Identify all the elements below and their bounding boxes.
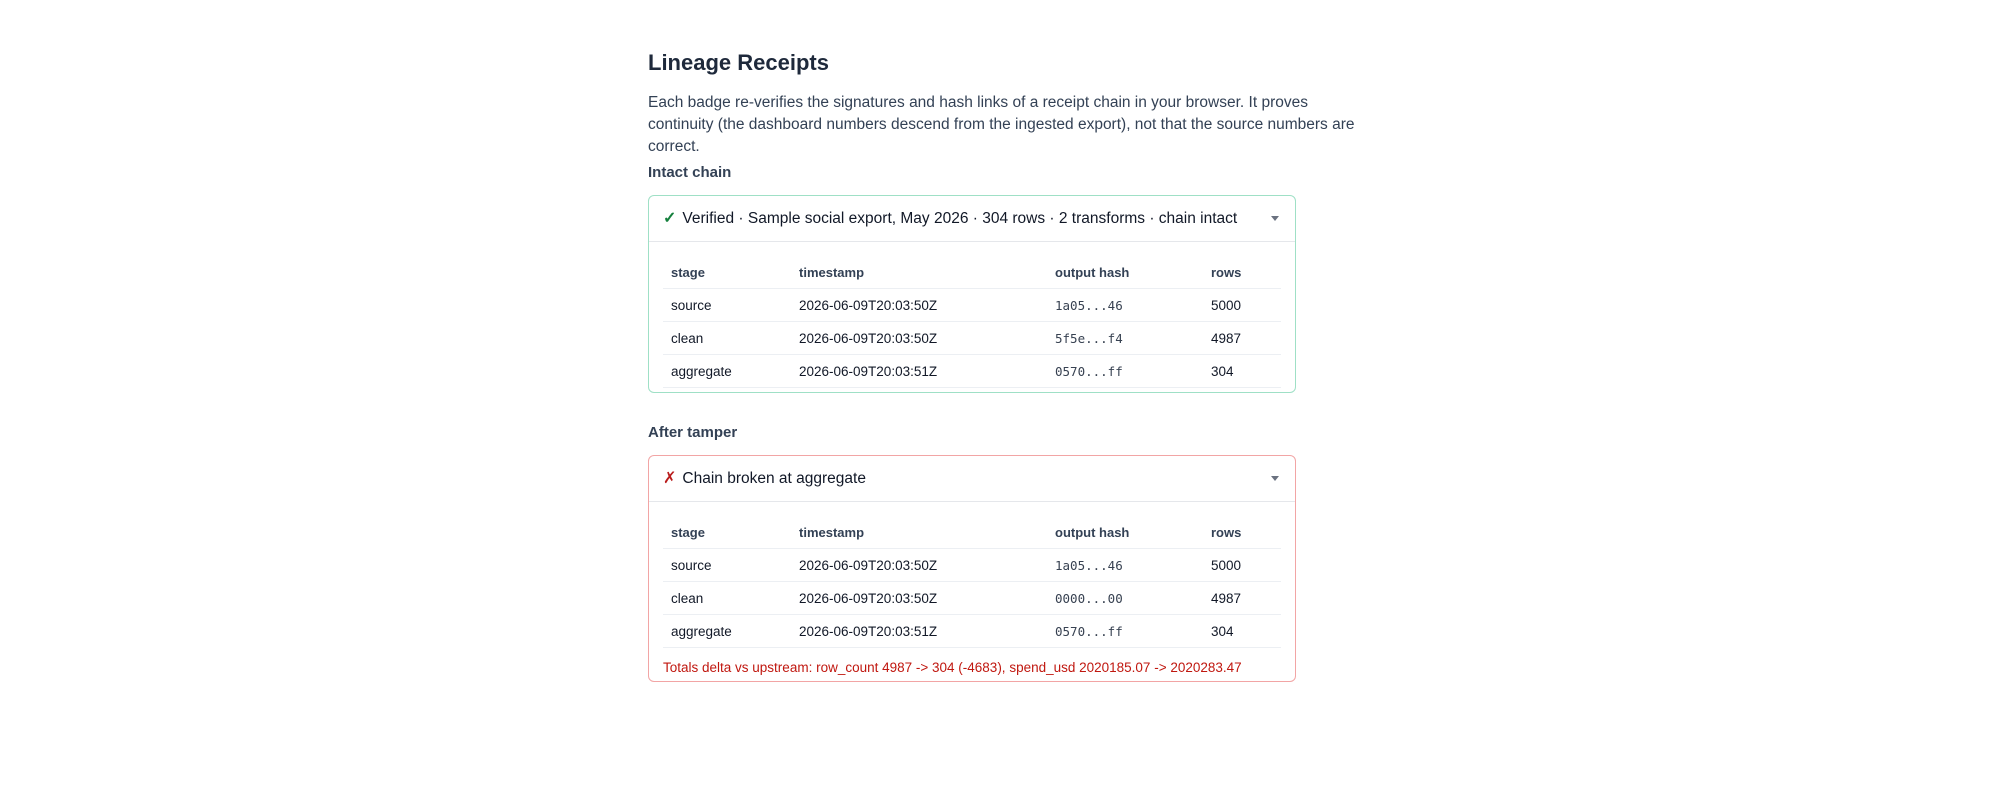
rows-cell: 304: [1203, 615, 1281, 648]
timestamp-cell: 2026-06-09T20:03:50Z: [791, 582, 1047, 615]
timestamp-cell: 2026-06-09T20:03:51Z: [791, 355, 1047, 388]
page-title: Lineage Receipts: [648, 50, 829, 75]
tamper-receipt-summary[interactable]: [649, 456, 1295, 502]
table-row: [663, 549, 1281, 582]
hash-cell: 1a05...46: [1047, 289, 1203, 322]
column-header-output-hash: output hash: [1047, 256, 1203, 289]
stage-cell: aggregate: [663, 355, 791, 388]
table-row: [663, 582, 1281, 615]
hash-cell: 5f5e...f4: [1047, 322, 1203, 355]
totals-delta-message: Totals delta vs upstream: row_count 4987 -> 304 (-4683), spend_usd 2020185.07 -> 2020283.47: [663, 660, 1242, 675]
hash-cell: 0570...ff: [1047, 355, 1203, 388]
timestamp-cell: 2026-06-09T20:03:50Z: [791, 289, 1047, 322]
stage-cell: source: [663, 549, 791, 582]
after-tamper-heading: After tamper: [648, 424, 738, 441]
tamper-receipt-card: [648, 455, 1296, 682]
hash-cell: 1a05...46: [1047, 549, 1203, 582]
column-header-rows: rows: [1203, 516, 1281, 549]
table-header-row: [663, 516, 1281, 549]
page-intro: Each badge re-verifies the signatures and hash links of a receipt chain in your browser. It proves continuity (the dashboard numbers descend from the ingested export), not that the source numbers are correct.: [648, 94, 1355, 155]
intact-receipt-card: [648, 195, 1296, 393]
cross-icon: ✗: [663, 469, 677, 487]
stage-cell: aggregate: [663, 615, 791, 648]
chevron-down-icon[interactable]: [1271, 476, 1279, 481]
timestamp-cell: 2026-06-09T20:03:51Z: [791, 615, 1047, 648]
check-icon: ✓: [663, 209, 677, 227]
intact-receipt-summary[interactable]: [649, 196, 1295, 242]
table-row: [663, 615, 1281, 648]
intact-receipt-table: [663, 256, 1281, 388]
tamper-receipt-table: [663, 516, 1281, 648]
table-row: [663, 322, 1281, 355]
column-header-rows: rows: [1203, 256, 1281, 289]
chevron-down-icon[interactable]: [1271, 216, 1279, 221]
tamper-summary-text: Chain broken at aggregate: [682, 469, 866, 487]
rows-cell: 5000: [1203, 289, 1281, 322]
column-header-output-hash: output hash: [1047, 516, 1203, 549]
table-header-row: [663, 256, 1281, 289]
rows-cell: 4987: [1203, 322, 1281, 355]
column-header-timestamp: timestamp: [791, 256, 1047, 289]
stage-cell: clean: [663, 322, 791, 355]
intact-summary-text: Verified · Sample social export, May 2026 · 304 rows · 2 transforms · chain intact: [682, 209, 1238, 227]
stage-cell: clean: [663, 582, 791, 615]
column-header-stage: stage: [663, 256, 791, 289]
hash-cell: 0000...00: [1047, 582, 1203, 615]
hash-cell: 0570...ff: [1047, 615, 1203, 648]
rows-cell: 4987: [1203, 582, 1281, 615]
intact-chain-heading: Intact chain: [648, 164, 732, 181]
timestamp-cell: 2026-06-09T20:03:50Z: [791, 549, 1047, 582]
rows-cell: 5000: [1203, 549, 1281, 582]
stage-cell: source: [663, 289, 791, 322]
column-header-timestamp: timestamp: [791, 516, 1047, 549]
table-row: [663, 289, 1281, 322]
column-header-stage: stage: [663, 516, 791, 549]
rows-cell: 304: [1203, 355, 1281, 388]
timestamp-cell: 2026-06-09T20:03:50Z: [791, 322, 1047, 355]
table-row: [663, 355, 1281, 388]
